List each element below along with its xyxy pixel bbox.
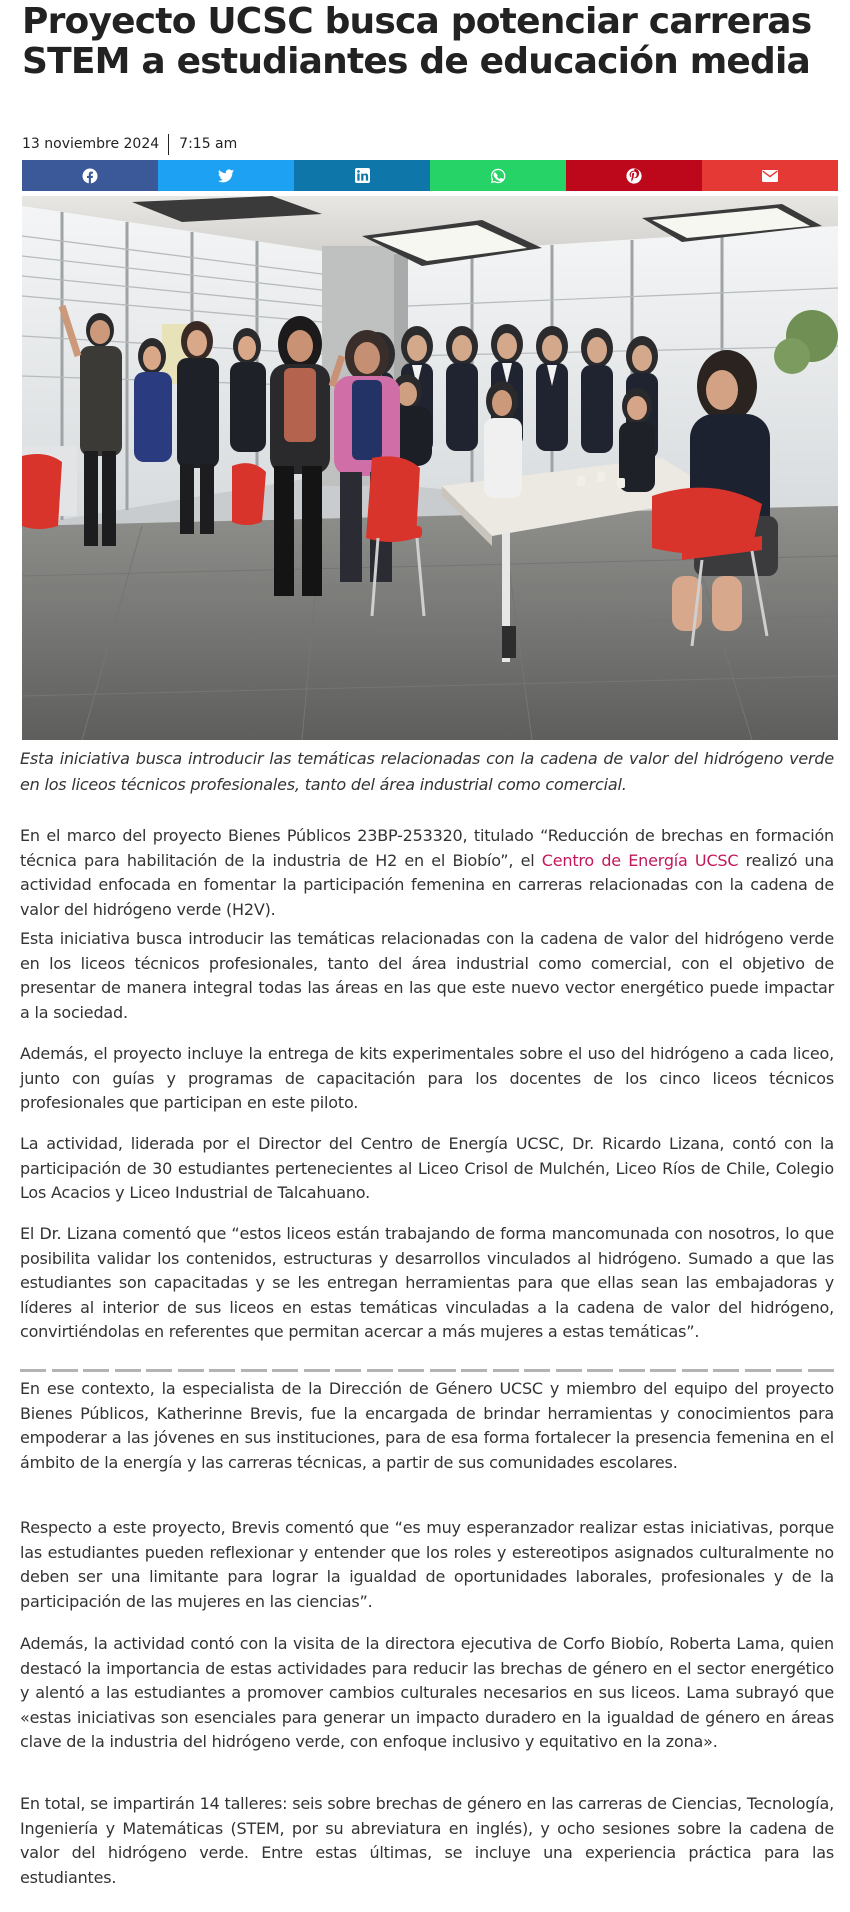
paragraph-6: En ese contexto, la especialista de la Dirección de Género UCSC y miembro del equipo del proyecto Bienes Públicos, Katherinne Brevis, fue la encargada de brindar herramientas y conocimientos para empoderar a las jóvenes en sus instituciones, para de esa forma fortalecer la presencia femenina en el ámbito de la energía y las carreras técnicas, a partir de sus comunidades escolares. xyxy=(20,1379,834,1472)
group-photo-illustration xyxy=(22,196,838,740)
share-bar xyxy=(22,160,838,191)
article-date: 13 noviembre 2024 xyxy=(22,136,160,152)
photo-caption: Esta iniciativa busca introducir las temáticas relacionadas con la cadena de valor del hidrógeno verde en los liceos técnicos profesionales, tanto del área industrial como comercial. xyxy=(20,749,834,794)
whatsapp-icon xyxy=(490,168,506,184)
email-icon xyxy=(762,170,778,182)
share-twitter-button[interactable] xyxy=(158,160,294,191)
paragraph-4: La actividad, liderada por el Director del Centro de Energía UCSC, Dr. Ricardo Lizana, contó con la participación de 30 estudiantes pertenecientes al Liceo Crisol de Mulchén, Liceo Ríos de Chile, Colegio Los Acacios y Liceo Industrial de Talcahuano. xyxy=(20,1134,834,1202)
share-linkedin-button[interactable] xyxy=(294,160,430,191)
twitter-icon xyxy=(218,169,234,183)
share-pinterest-button[interactable] xyxy=(566,160,702,191)
paragraph-3: Además, el proyecto incluye la entrega de kits experimentales sobre el uso del hidrógeno a cada liceo, junto con guías y programas de capacitación para los docentes de los cinco liceos técnicos profesionales que participan en este piloto. xyxy=(20,1044,834,1112)
meta-divider xyxy=(168,134,169,155)
share-facebook-button[interactable] xyxy=(22,160,158,191)
linkedin-icon xyxy=(355,168,370,183)
pinterest-icon xyxy=(626,168,642,184)
paragraph-1-text-end: realizó una actividad enfocada en fomentar la participación femenina en carreras relacionadas con la cadena de valor del hidrógeno verde (H2V). xyxy=(20,850,834,919)
paragraph-5: El Dr. Lizana comentó que “estos liceos están trabajando de forma mancomunada con nosotros, lo que posibilita validar los contenidos, estructuras y desarrollos vinculados al hidrógeno. Sumado a que las estudiantes son capacitadas y se les entregan herramientas para que ellas sean las embajadoras y líderes al interior de sus liceos en estas temáticas vinculadas a la cadena de valor del hidrógeno, convirtiéndolas en referentes que permitan acercar a más mujeres a estas temáticas”. xyxy=(20,1224,834,1341)
article-meta xyxy=(22,133,237,155)
article-time: 7:15 am xyxy=(179,136,238,152)
paragraph-7: Respecto a este proyecto, Brevis comentó que “es muy esperanzador realizar estas iniciativas, porque las estudiantes pueden reflexionar y entender que los roles y estereotipos asignados culturalmente no deben ser una limitante para lograr la igualdad de oportunidades laborales, profesionales y de la participación de las mujeres en las ciencias”. xyxy=(20,1518,834,1611)
paragraph-9: En total, se impartirán 14 talleres: seis sobre brechas de género en las carreras de Ciencias, Tecnología, Ingeniería y Matemáticas (STEM, por su abreviatura en inglés), y ocho sesiones sobre la cadena de valor del hidrógeno verde. Entre estas últimas, se incluye una experiencia práctica para las estudiantes. xyxy=(20,1794,834,1887)
article-photo xyxy=(22,196,838,740)
share-whatsapp-button[interactable] xyxy=(430,160,566,191)
centro-energia-link[interactable]: Centro de Energía UCSC xyxy=(541,850,739,870)
share-email-button[interactable] xyxy=(702,160,838,191)
facebook-icon xyxy=(82,168,98,184)
text-overlap-artifact xyxy=(20,1367,834,1373)
paragraph-2: Esta iniciativa busca introducir las temáticas relacionadas con la cadena de valor del hidrógeno verde en los liceos técnicos profesionales, tanto del área industrial como comercial, con el objetivo de presentar de manera integral todas las áreas en las que este nuevo vector energético puede impactar a la sociedad. xyxy=(20,929,834,1022)
paragraph-8: Además, la actividad contó con la visita de la directora ejecutiva de Corfo Biobío, Roberta Lama, quien destacó la importancia de estas actividades para reducir las brechas de género en el sector energético y alentó a las estudiantes a promover cambios culturales necesarios en sus liceos. Lama subrayó que «estas iniciativas son esenciales para generar un impacto duradero en la igualdad de género en áreas clave de la industria del hidrógeno verde, con enfoque inclusivo y equitativo en la zona». xyxy=(20,1634,834,1751)
article-title: Proyecto UCSC busca potenciar carreras STEM a estudiantes de educación media xyxy=(22,1,812,82)
paragraph-1 xyxy=(20,824,834,922)
paragraph-1-text-start: En el marco del proyecto Bienes Públicos 23BP-253320, titulado “Reducción de brechas en formación técnica para habilitación de la industria de H2 en el Biobío”, el xyxy=(20,826,834,870)
